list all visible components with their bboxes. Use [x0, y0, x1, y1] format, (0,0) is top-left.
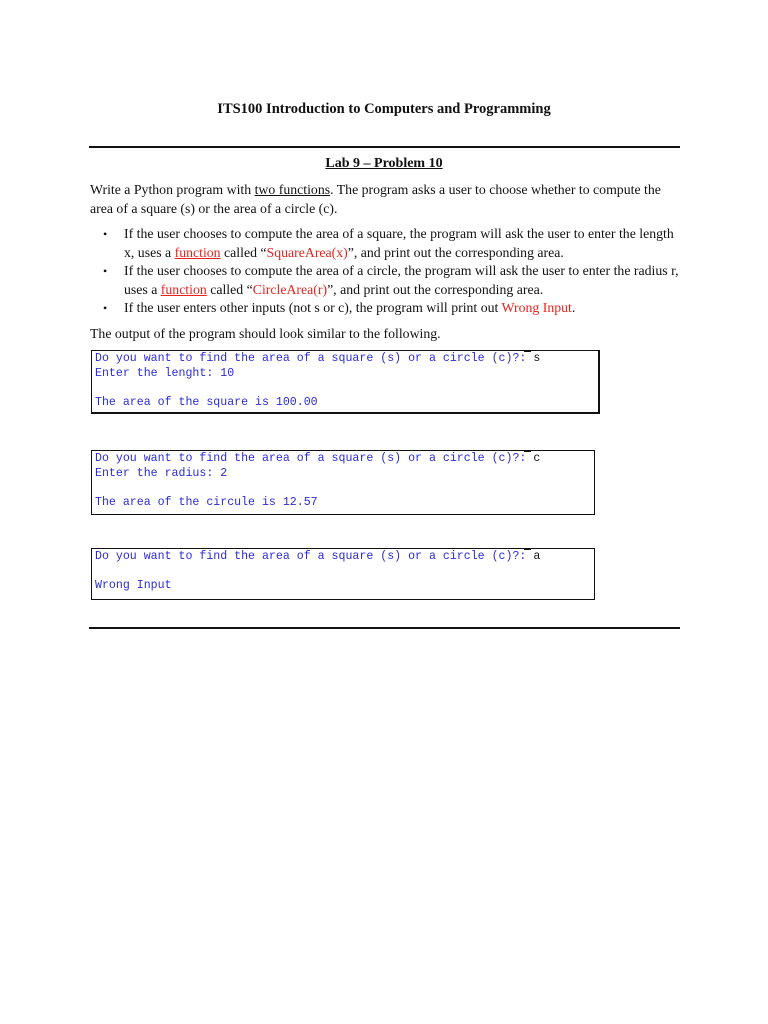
list-item: [90, 262, 682, 299]
list-item: [90, 225, 682, 262]
console-line: Enter the radius: 2: [95, 466, 228, 480]
console-line: The area of the circule is 12.57: [95, 495, 318, 509]
console-line: The area of the square is 100.00: [95, 395, 318, 409]
function-name: CircleArea(r): [252, 281, 328, 297]
list-item: [90, 299, 682, 318]
bullet-icon: •: [103, 227, 108, 241]
console-prompt: Do you want to find the area of a square (s) or a circle (c)?:: [95, 550, 527, 563]
console-output-circle: [91, 450, 595, 515]
bullet-text: If the user chooses to compute the area of a square, the program will ask the user to enter the length x, uses a: [124, 226, 674, 260]
function-name: SquareArea(x): [266, 244, 348, 260]
bullet-text: .: [571, 300, 576, 315]
wrong-input-text: Wrong Input: [501, 300, 572, 315]
console-prompt: Do you want to find the area of a square (s) or a circle (c)?:: [95, 452, 527, 465]
requirements-list: [90, 225, 682, 318]
console-line: Enter the lenght: 10: [95, 366, 235, 380]
intro-paragraph: [90, 180, 682, 218]
bottom-divider: [89, 627, 680, 629]
bullet-text: If the user chooses to compute the area of a circle, the program will ask the user to enter the radius r, uses a: [124, 263, 679, 297]
bullet-text: If the user enters other inputs (not s or c), the program will print out: [124, 300, 502, 315]
console-answer: s: [526, 352, 541, 365]
intro-text-1: Write a Python program with: [90, 182, 255, 197]
bullet-text: ”, and print out the corresponding area.: [327, 281, 544, 297]
console-output-wrong-input: [91, 548, 595, 600]
console-prompt: Do you want to find the area of a square (s) or a circle (c)?:: [95, 352, 527, 365]
console-output-square: [91, 350, 600, 414]
problem-heading: [0, 156, 768, 172]
console-line: [95, 565, 591, 580]
cursor-mark: [524, 351, 531, 352]
outro-paragraph: The output of the program should look similar to the following.: [90, 326, 441, 341]
intro-text-2: . The program asks a user to choose whether to compute the area of a square (s) or the area of a circle (c).: [90, 182, 661, 216]
top-divider: [89, 146, 680, 148]
console-line: [95, 550, 591, 565]
bullet-text: called “: [220, 244, 267, 260]
console-line: Wrong Input: [95, 579, 172, 592]
intro-underlined: two functions: [254, 182, 331, 197]
problem-title: Lab 9 – Problem 10: [325, 156, 443, 171]
function-link[interactable]: function: [174, 244, 221, 260]
bullet-icon: •: [103, 301, 108, 315]
page-title: ITS100 Introduction to Computers and Programming: [217, 101, 551, 117]
cursor-mark: [524, 451, 531, 452]
console-answer: c: [526, 452, 541, 465]
console-line: [95, 352, 595, 367]
console-line: [95, 452, 591, 467]
bullet-text: called “: [206, 281, 253, 297]
console-line: [95, 381, 595, 396]
console-answer: a: [526, 550, 541, 563]
bullet-icon: •: [103, 264, 108, 278]
function-link[interactable]: function: [160, 281, 207, 297]
console-line: [95, 481, 591, 496]
cursor-mark: [524, 549, 531, 550]
bullet-text: ”, and print out the corresponding area.: [347, 244, 564, 260]
